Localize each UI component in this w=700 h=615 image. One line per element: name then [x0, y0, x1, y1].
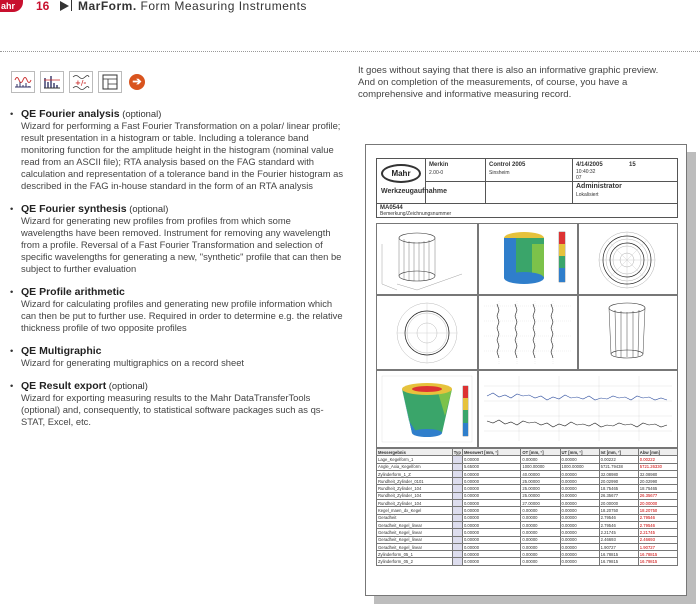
graphic-3d-colored-cylinder — [478, 223, 578, 295]
cell-value: 2.46693 — [599, 536, 638, 543]
col-header: Messergebnis — [377, 449, 453, 456]
table-row — [377, 521, 678, 528]
cell-value: 0.00000 — [521, 514, 560, 521]
cell-value: 20.02990 — [599, 478, 638, 485]
cell-name: Angle_Axia_Kegelform — [377, 463, 453, 470]
cell-value: 1.90727 — [638, 543, 677, 550]
cell-name: Geradheit_Kegel_linear — [377, 536, 453, 543]
item-optional: (optional) — [106, 380, 148, 391]
item-title: QE Profile arithmetic — [21, 286, 125, 298]
item-description: Wizard for exporting measuring results to the Mahr DataTransferTools (optional) and, consequently, to statistical software packages such as qs-STAT, Excel, etc. — [21, 392, 324, 427]
wizard-toolbar — [11, 71, 145, 93]
cell-value: 16.78815 — [599, 551, 638, 558]
histogram-icon[interactable] — [40, 71, 64, 93]
cell-value: 0.00222 — [638, 456, 677, 463]
cell-value: 16.79815 — [599, 558, 638, 565]
cell-value: 0.00000 — [462, 456, 520, 463]
cell-value: 0.00000 — [462, 470, 520, 477]
sheet-field: Bemerkung/Zeichnungsnummer — [380, 211, 452, 217]
table-row — [377, 507, 678, 514]
cell-value: 0.00000 — [462, 478, 520, 485]
cell-value: 0.00000 — [462, 558, 520, 565]
cell-value: 40.00000 — [521, 470, 560, 477]
cell-value: 0.00222 — [599, 456, 638, 463]
feature-icon — [452, 529, 462, 536]
cell-value: 0.00000 — [560, 507, 599, 514]
sheet-field: Sinsheim — [489, 170, 510, 176]
play-arrow-icon — [60, 1, 69, 11]
bullet: • — [10, 345, 14, 356]
cell-value: 0.00000 — [521, 507, 560, 514]
cell-value: 2.79546 — [599, 514, 638, 521]
table-row — [377, 478, 678, 485]
cell-value: 0.00000 — [560, 514, 599, 521]
feature-icon — [452, 507, 462, 514]
item-title: QE Multigraphic — [21, 345, 102, 357]
item-description: Wizard for performing a Fast Fourier Transformation on a polar/ linear profile; result presentation in a histogram or table. Including a tolerance band monitoring function for the amplitude height in the histogram (nominal value read from an ASCII file); RTA analysis based on the FAG standard with calculation and representation of a tolerance band in the Fourier histogram as described in the FAG in-house standard in the form of an RTA analysis — [21, 120, 344, 191]
cell-value: 2.21745 — [638, 529, 677, 536]
col-header: Typ — [453, 449, 461, 455]
cell-value: 25.00000 — [521, 485, 560, 492]
cell-value: 0.00000 — [560, 551, 599, 558]
feature-icon — [452, 536, 462, 543]
item-optional: (optional) — [126, 203, 169, 214]
list-item-profile-arithmetic — [10, 286, 345, 334]
brand-name: MarForm. — [78, 0, 137, 13]
cell-value: 18.20750 — [599, 507, 638, 514]
cell-value: 20.02990 — [638, 478, 677, 485]
cell-value: 0.00000 — [462, 521, 520, 528]
cell-value: 20.00000 — [638, 500, 677, 507]
cell-value: 0.00000 — [462, 500, 520, 507]
cell-value: 0.00000 — [560, 536, 599, 543]
multigraphic-grid — [376, 223, 678, 448]
item-description: Wizard for calculating profiles and generating new profile information which can then be put to further use. Required in order to determine e.g. the relative thickness profile of two opposite profiles — [21, 298, 343, 333]
feature-icon — [452, 456, 462, 463]
svg-text:+/-: +/- — [75, 79, 87, 87]
cell-value: 2.79546 — [638, 521, 677, 528]
list-item-result-export — [10, 380, 345, 428]
table-row — [377, 514, 678, 521]
sheet-field: 07 — [576, 175, 582, 181]
results-table — [376, 448, 678, 566]
sheet-field: 4/14/2005 — [576, 162, 603, 168]
item-title: QE Result export — [21, 380, 107, 392]
intro-line-2: And on completion of the measurements, of course, you have a comprehensive and informative measuring record. — [358, 77, 628, 100]
fourier-analysis-icon[interactable] — [11, 71, 35, 93]
feature-icon — [452, 543, 462, 550]
cell-value: 32.08980 — [599, 470, 638, 477]
sheet-header — [376, 158, 678, 204]
feature-icon — [452, 492, 462, 499]
page-number: 16 — [36, 0, 50, 13]
cell-name: Geradheit — [377, 514, 453, 521]
col-header: Ist [mm, °] — [599, 449, 638, 456]
sheet-field: 2.00-0 — [429, 170, 444, 176]
cell-name: Rundheit_Zylinder_104 — [377, 492, 453, 499]
cell-value: 18.75465 — [599, 485, 638, 492]
feature-icon — [452, 478, 462, 485]
brand-subtitle: Form Measuring Instruments — [140, 0, 307, 13]
cell-name: Zylinderform_05_2 — [377, 558, 453, 565]
bullet: • — [10, 380, 14, 391]
cell-value: 0.00000 — [521, 551, 560, 558]
cell-value: 0.00000 — [462, 514, 520, 521]
sheet-field: Merkin — [429, 162, 449, 168]
cell-value: 0.00000 — [521, 521, 560, 528]
cell-value: 0.00000 — [462, 536, 520, 543]
sheet-field: Administrator — [576, 183, 622, 190]
list-item-fourier-analysis — [10, 108, 345, 192]
feature-icon — [452, 463, 462, 470]
col-header: Messwert [mm, °] — [462, 449, 520, 456]
cell-value: 0.00000 — [521, 529, 560, 536]
graphic-3d-cylinder-wireframe — [376, 223, 478, 295]
profile-arithmetic-icon[interactable] — [69, 71, 93, 93]
cell-value: 0.00000 — [521, 558, 560, 565]
graphic-polar-plot — [578, 223, 678, 295]
cell-value: 1000.00000 — [521, 463, 560, 470]
cell-name: Zylinderform_1_Z — [377, 470, 453, 477]
measuring-record-sheet — [365, 144, 687, 596]
graphic-3d-colored-cone — [376, 370, 478, 448]
table-row — [377, 463, 678, 470]
intro-text — [358, 65, 678, 101]
cell-value: 0.00000 — [560, 543, 599, 550]
sheet-field: Lokalisiert — [576, 192, 599, 198]
sheet-field: Control 2005 — [489, 162, 526, 168]
cell-value: 5.65000 — [462, 463, 520, 470]
cell-value: 26.35677 — [638, 492, 677, 499]
col-header: UT [mm, °] — [560, 449, 599, 456]
cell-value: 0.00000 — [521, 456, 560, 463]
cell-value: 25.00000 — [521, 478, 560, 485]
list-item-fourier-synthesis — [10, 203, 345, 275]
brand-title — [78, 0, 307, 13]
graphic-polar-plot-2 — [376, 295, 478, 370]
table-row — [377, 551, 678, 558]
cell-value: 0.00000 — [560, 492, 599, 499]
feature-icon — [452, 514, 462, 521]
multigraphic-icon[interactable] — [98, 71, 122, 93]
sheet-subheader — [376, 204, 678, 218]
cell-value: 0.00000 — [560, 521, 599, 528]
mahr-logo-fragment: ahr — [0, 0, 23, 12]
cell-name: Zylinderform_05_1 — [377, 551, 453, 558]
cell-value: 0.00000 — [560, 470, 599, 477]
item-title: QE Fourier synthesis — [21, 203, 127, 215]
col-header: OT [mm, °] — [521, 449, 560, 456]
cell-name: Geradheit_Kegel_linear — [377, 521, 453, 528]
bullet: • — [10, 108, 14, 119]
cell-value: 0.00000 — [462, 529, 520, 536]
table-row — [377, 558, 678, 565]
cell-value: 0.00000 — [560, 478, 599, 485]
cell-value: 0.00000 — [560, 558, 599, 565]
cell-value: 5721.79438 — [599, 463, 638, 470]
cell-name: Rundheit_Zylinder_0101 — [377, 478, 453, 485]
feature-icon — [452, 551, 462, 558]
table-row — [377, 529, 678, 536]
cell-value: 1000.00000 — [560, 463, 599, 470]
sheet-title: Werkzeugaufnahme — [381, 188, 447, 195]
cell-name: Rundheit_Zylinder_104 — [377, 485, 453, 492]
sheet-field: MA0544 — [380, 205, 403, 211]
sheet-field: 10:40:32 — [576, 169, 596, 175]
feature-icon — [452, 485, 462, 492]
cell-value: 0.00000 — [560, 456, 599, 463]
cell-value: 2.21745 — [599, 529, 638, 536]
cell-value: 16.78815 — [638, 551, 677, 558]
table-row — [377, 456, 678, 463]
cell-value: 0.00000 — [462, 507, 520, 514]
cell-value: 0.00000 — [462, 485, 520, 492]
page-header — [0, 0, 700, 20]
col-header: Abw [mm] — [638, 449, 677, 456]
feature-icon — [452, 500, 462, 507]
cell-value: 18.75465 — [638, 485, 677, 492]
cell-value: 32.08980 — [638, 470, 677, 477]
cell-value: 0.00000 — [521, 543, 560, 550]
wizard-list — [10, 108, 345, 439]
table-header-row — [377, 449, 678, 456]
cell-name: Rundheit_Zylinder_104 — [377, 500, 453, 507]
cell-value: 20.00000 — [599, 500, 638, 507]
list-item-multigraphic — [10, 345, 345, 369]
cell-value: 16.79815 — [638, 558, 677, 565]
cell-value: 0.00000 — [560, 500, 599, 507]
feature-icon — [452, 521, 462, 528]
cell-value: 0.00000 — [462, 551, 520, 558]
sheet-field: 15 — [629, 162, 636, 168]
cell-value: 2.79546 — [599, 521, 638, 528]
table-row — [377, 543, 678, 550]
cell-value: 0.00000 — [560, 529, 599, 536]
cell-value: 0.00000 — [521, 536, 560, 543]
cell-name: Geradheit_Kegel_linear — [377, 543, 453, 550]
table-row — [377, 536, 678, 543]
table-row — [377, 470, 678, 477]
feature-icon — [452, 558, 462, 565]
table-row — [377, 500, 678, 507]
cell-name: Kegel_maen_dx_Kegel — [377, 507, 453, 514]
cell-name: Geradheit_Kegel_linear — [377, 529, 453, 536]
cell-value: 0.00000 — [462, 543, 520, 550]
feature-icon — [452, 470, 462, 477]
cell-value: 5721.26330 — [638, 463, 677, 470]
graphic-straightness-profiles — [478, 295, 578, 370]
cell-value: 0.00000 — [462, 492, 520, 499]
cell-value: 1.90727 — [599, 543, 638, 550]
cell-value: 25.00000 — [521, 492, 560, 499]
cell-value: 0.00000 — [560, 485, 599, 492]
header-rule — [0, 51, 700, 52]
graphic-roundness-chart — [478, 370, 678, 448]
item-optional: (optional) — [119, 108, 162, 119]
item-title: QE Fourier analysis — [21, 108, 120, 120]
cell-value: 27.00000 — [521, 500, 560, 507]
cell-value: 2.79546 — [638, 514, 677, 521]
cell-value: 26.35677 — [599, 492, 638, 499]
mahr-logo: Mahr — [381, 164, 421, 183]
graphic-3d-cylinder-wireframe-2 — [578, 295, 678, 370]
cell-value: 2.46693 — [638, 536, 677, 543]
table-row — [377, 492, 678, 499]
export-arrow-icon[interactable]: ➔ — [129, 74, 145, 90]
bullet: • — [10, 203, 14, 214]
intro-line-1: It goes without saying that there is also an informative graphic preview. — [358, 65, 659, 76]
cell-value: 18.20750 — [638, 507, 677, 514]
item-description: Wizard for generating multigraphics on a record sheet — [21, 357, 245, 368]
table-row — [377, 485, 678, 492]
separator-bar — [71, 0, 72, 11]
bullet: • — [10, 286, 14, 297]
cell-name: Lage_Kegelform_1 — [377, 456, 453, 463]
item-description: Wizard for generating new profiles from profiles from which some wavelengths have been removed. Instrument for removing any wavelength from a profile. Reversal of a Fast Fourier Transformation and selection of specific wavelengths for generating a new, "synthetic" profile that can then be subject to further evaluation — [21, 215, 342, 274]
